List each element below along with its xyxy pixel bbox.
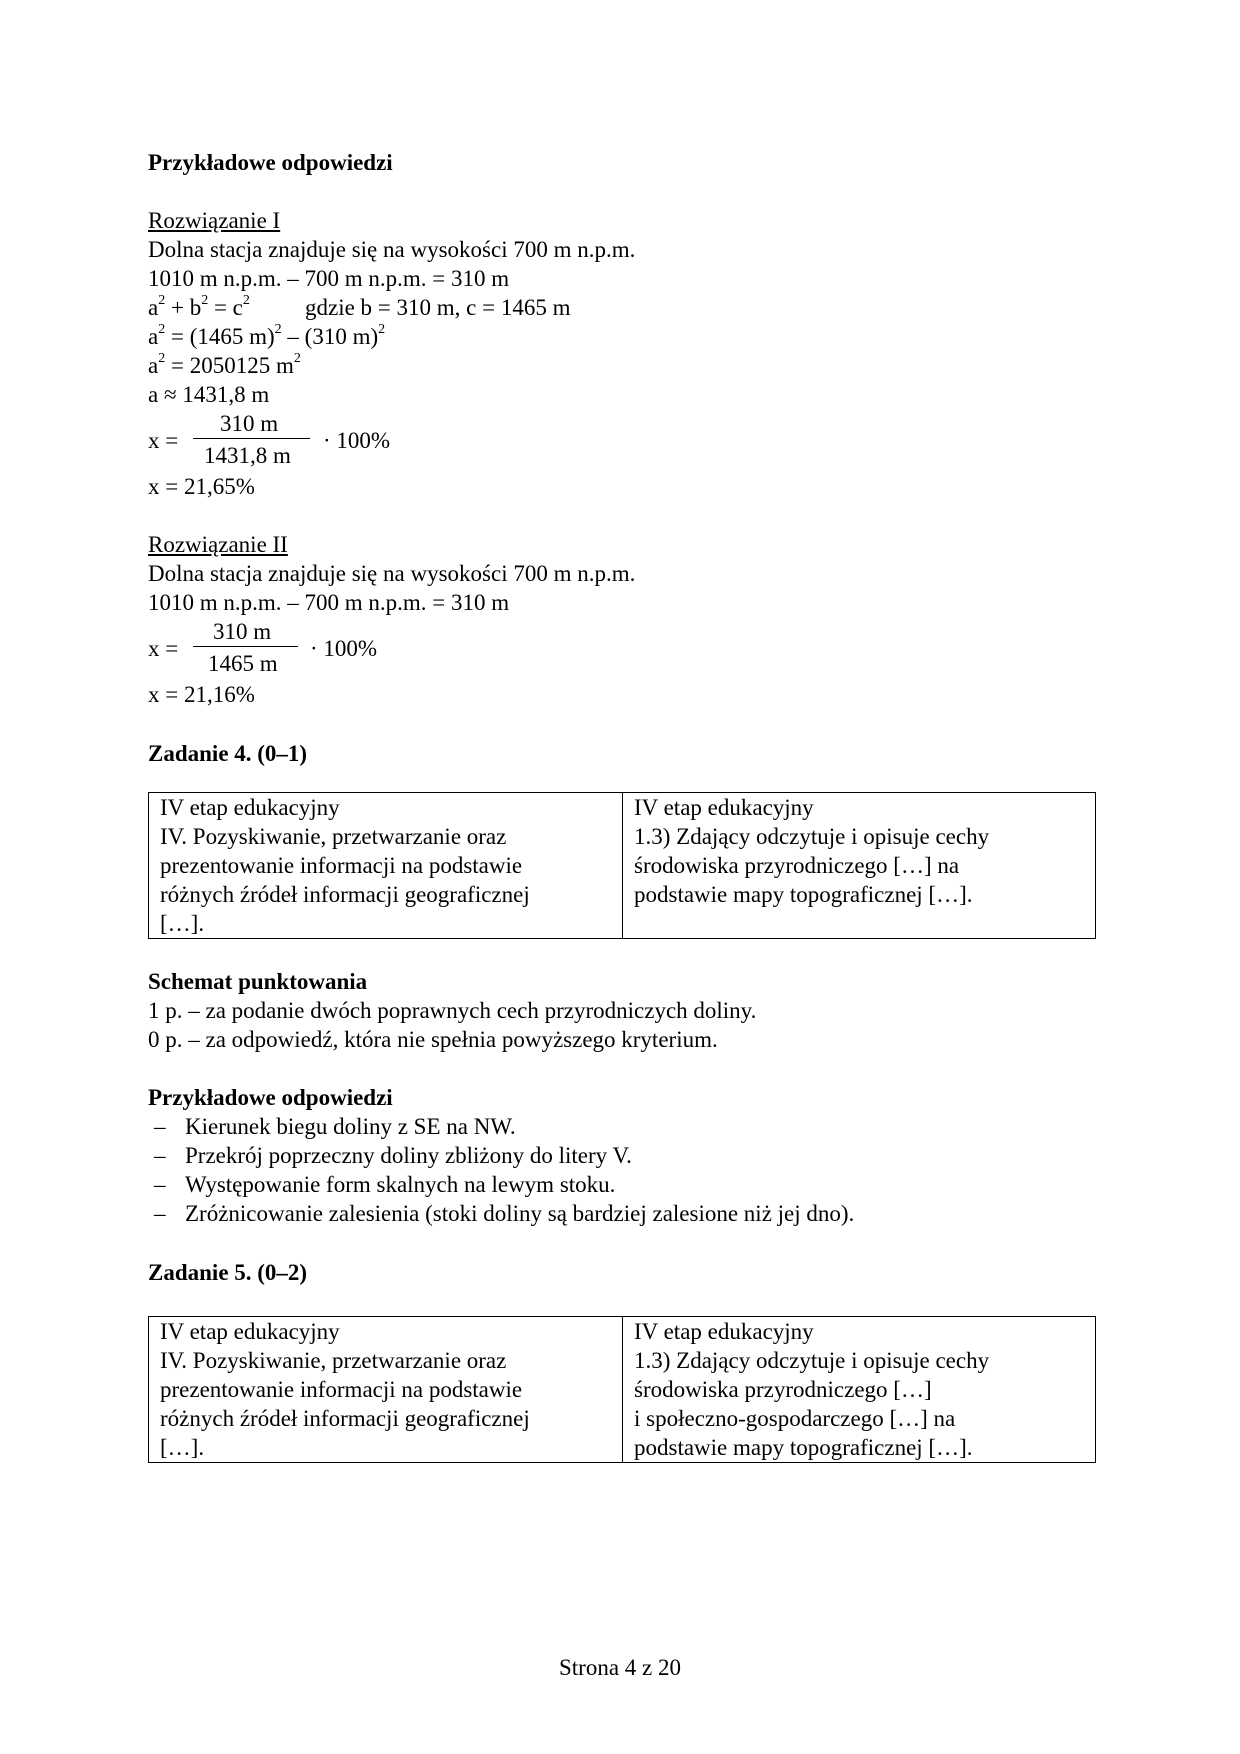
answer-item: Zróżnicowanie zalesienia (stoki doliny są bardziej zalesione niż jej dno).	[185, 1201, 855, 1226]
task-4-requirements-table	[148, 792, 1096, 939]
solution-1-title: Rozwiązanie I	[148, 208, 281, 233]
task-5-left-line: IV etap edukacyjny	[160, 1319, 340, 1344]
fraction-1-denominator: 1431,8 m	[204, 443, 291, 468]
task-5-left-line: […].	[160, 1435, 205, 1460]
task-5-right-line: IV etap edukacyjny	[634, 1319, 814, 1344]
task-4-right-line: środowiska przyrodniczego […] na	[634, 853, 960, 878]
fraction-2-bar	[193, 646, 298, 647]
fraction-1-multiplier: · 100%	[323, 428, 391, 453]
page-number: Strona 4 z 20	[558, 1655, 681, 1680]
task-5-left-line: IV. Pozyskiwanie, przetwarzanie oraz	[160, 1348, 507, 1373]
task-4-left-line: różnych źródeł informacji geograficznej	[160, 882, 530, 907]
task-4-right-line: IV etap edukacyjny	[634, 795, 814, 820]
task-4-heading: Zadanie 4. (0–1)	[148, 741, 308, 766]
task-5-requirements-table	[148, 1316, 1096, 1463]
fraction-1-numerator: 310 m	[220, 411, 279, 436]
task-4-specific-requirement-cell	[623, 793, 1096, 939]
task-5-left-line: różnych źródeł informacji geograficznej	[160, 1406, 530, 1431]
bullet-dash: –	[154, 1143, 166, 1168]
fraction-1-lhs: x =	[148, 428, 179, 453]
solution-2-line-2: 1010 m n.p.m. – 700 m n.p.m. = 310 m	[148, 590, 510, 615]
fraction-2-numerator: 310 m	[213, 619, 272, 644]
task-5-right-line: i społeczno-gospodarczego […] na	[634, 1406, 956, 1431]
bullet-dash: –	[154, 1114, 166, 1139]
solution-2-line-1: Dolna stacja znajduje się na wysokości 700 m n.p.m.	[148, 561, 636, 586]
fraction-2-multiplier: · 100%	[310, 636, 378, 661]
calc-line-2: $a^2 = 2050125$ $m^2$	[148, 351, 301, 378]
task-4-left-line: IV etap edukacyjny	[160, 795, 340, 820]
task-4-right-line: podstawie mapy topograficznej […].	[634, 882, 973, 907]
task-4-right-line: 1.3) Zdający odczytuje i opisuje cechy	[634, 824, 990, 849]
task-4-left-line: prezentowanie informacji na podstawie	[160, 853, 523, 878]
fraction-2-lhs: x =	[148, 636, 179, 661]
answer-item: Występowanie form skalnych na lewym stoku.	[185, 1172, 616, 1197]
task-4-left-line: IV. Pozyskiwanie, przetwarzanie oraz	[160, 824, 507, 849]
answer-item: Przekrój poprzeczny doliny zbliżony do litery V.	[185, 1143, 632, 1168]
answer-item: Kierunek biegu doliny z SE na NW.	[185, 1114, 516, 1139]
task-5-heading: Zadanie 5. (0–2)	[148, 1260, 308, 1285]
solution-1-result: x = 21,65%	[148, 474, 255, 499]
task-5-right-line: środowiska przyrodniczego […]	[634, 1377, 932, 1402]
task-5-right-line: podstawie mapy topograficznej […].	[634, 1435, 973, 1460]
scoring-line: 0 p. – za odpowiedź, która nie spełnia powyższego kryterium.	[148, 1027, 718, 1052]
bullet-dash: –	[154, 1201, 166, 1226]
calc-line-1: $a^2 = (1465$ m)$^2$ – (310 m)$^2$	[148, 322, 386, 349]
task-4-answers-heading: Przykładowe odpowiedzi	[148, 1085, 393, 1110]
task-5-left-line: prezentowanie informacji na podstawie	[160, 1377, 523, 1402]
scoring-heading: Schemat punktowania	[148, 969, 368, 994]
fraction-2-denominator: 1465 m	[208, 651, 278, 676]
approx-line: a ≈ 1431,8 m	[148, 382, 270, 407]
task-5-specific-requirement-cell	[623, 1317, 1096, 1463]
task-5-general-requirement-cell	[149, 1317, 623, 1463]
section-heading-examples: Przykładowe odpowiedzi	[148, 150, 393, 175]
bullet-dash: –	[154, 1172, 166, 1197]
solution-2-result: x = 21,16%	[148, 682, 255, 707]
task-4-left-line: […].	[160, 911, 205, 936]
task-5-right-line: 1.3) Zdający odczytuje i opisuje cechy	[634, 1348, 990, 1373]
solution-2-title: Rozwiązanie II	[148, 532, 288, 557]
pythagoras-where: gdzie b = 310 m, c = 1465 m	[305, 295, 571, 320]
task-4-general-requirement-cell	[149, 793, 623, 939]
pythagoras-formula: $a^2 + b^2 = c^2$	[148, 293, 250, 320]
fraction-1-bar	[193, 438, 310, 439]
solution-1-line-2: 1010 m n.p.m. – 700 m n.p.m. = 310 m	[148, 266, 510, 291]
solution-1-line-1: Dolna stacja znajduje się na wysokości 700 m n.p.m.	[148, 237, 636, 262]
scoring-line: 1 p. – za podanie dwóch poprawnych cech przyrodniczych doliny.	[148, 998, 757, 1023]
